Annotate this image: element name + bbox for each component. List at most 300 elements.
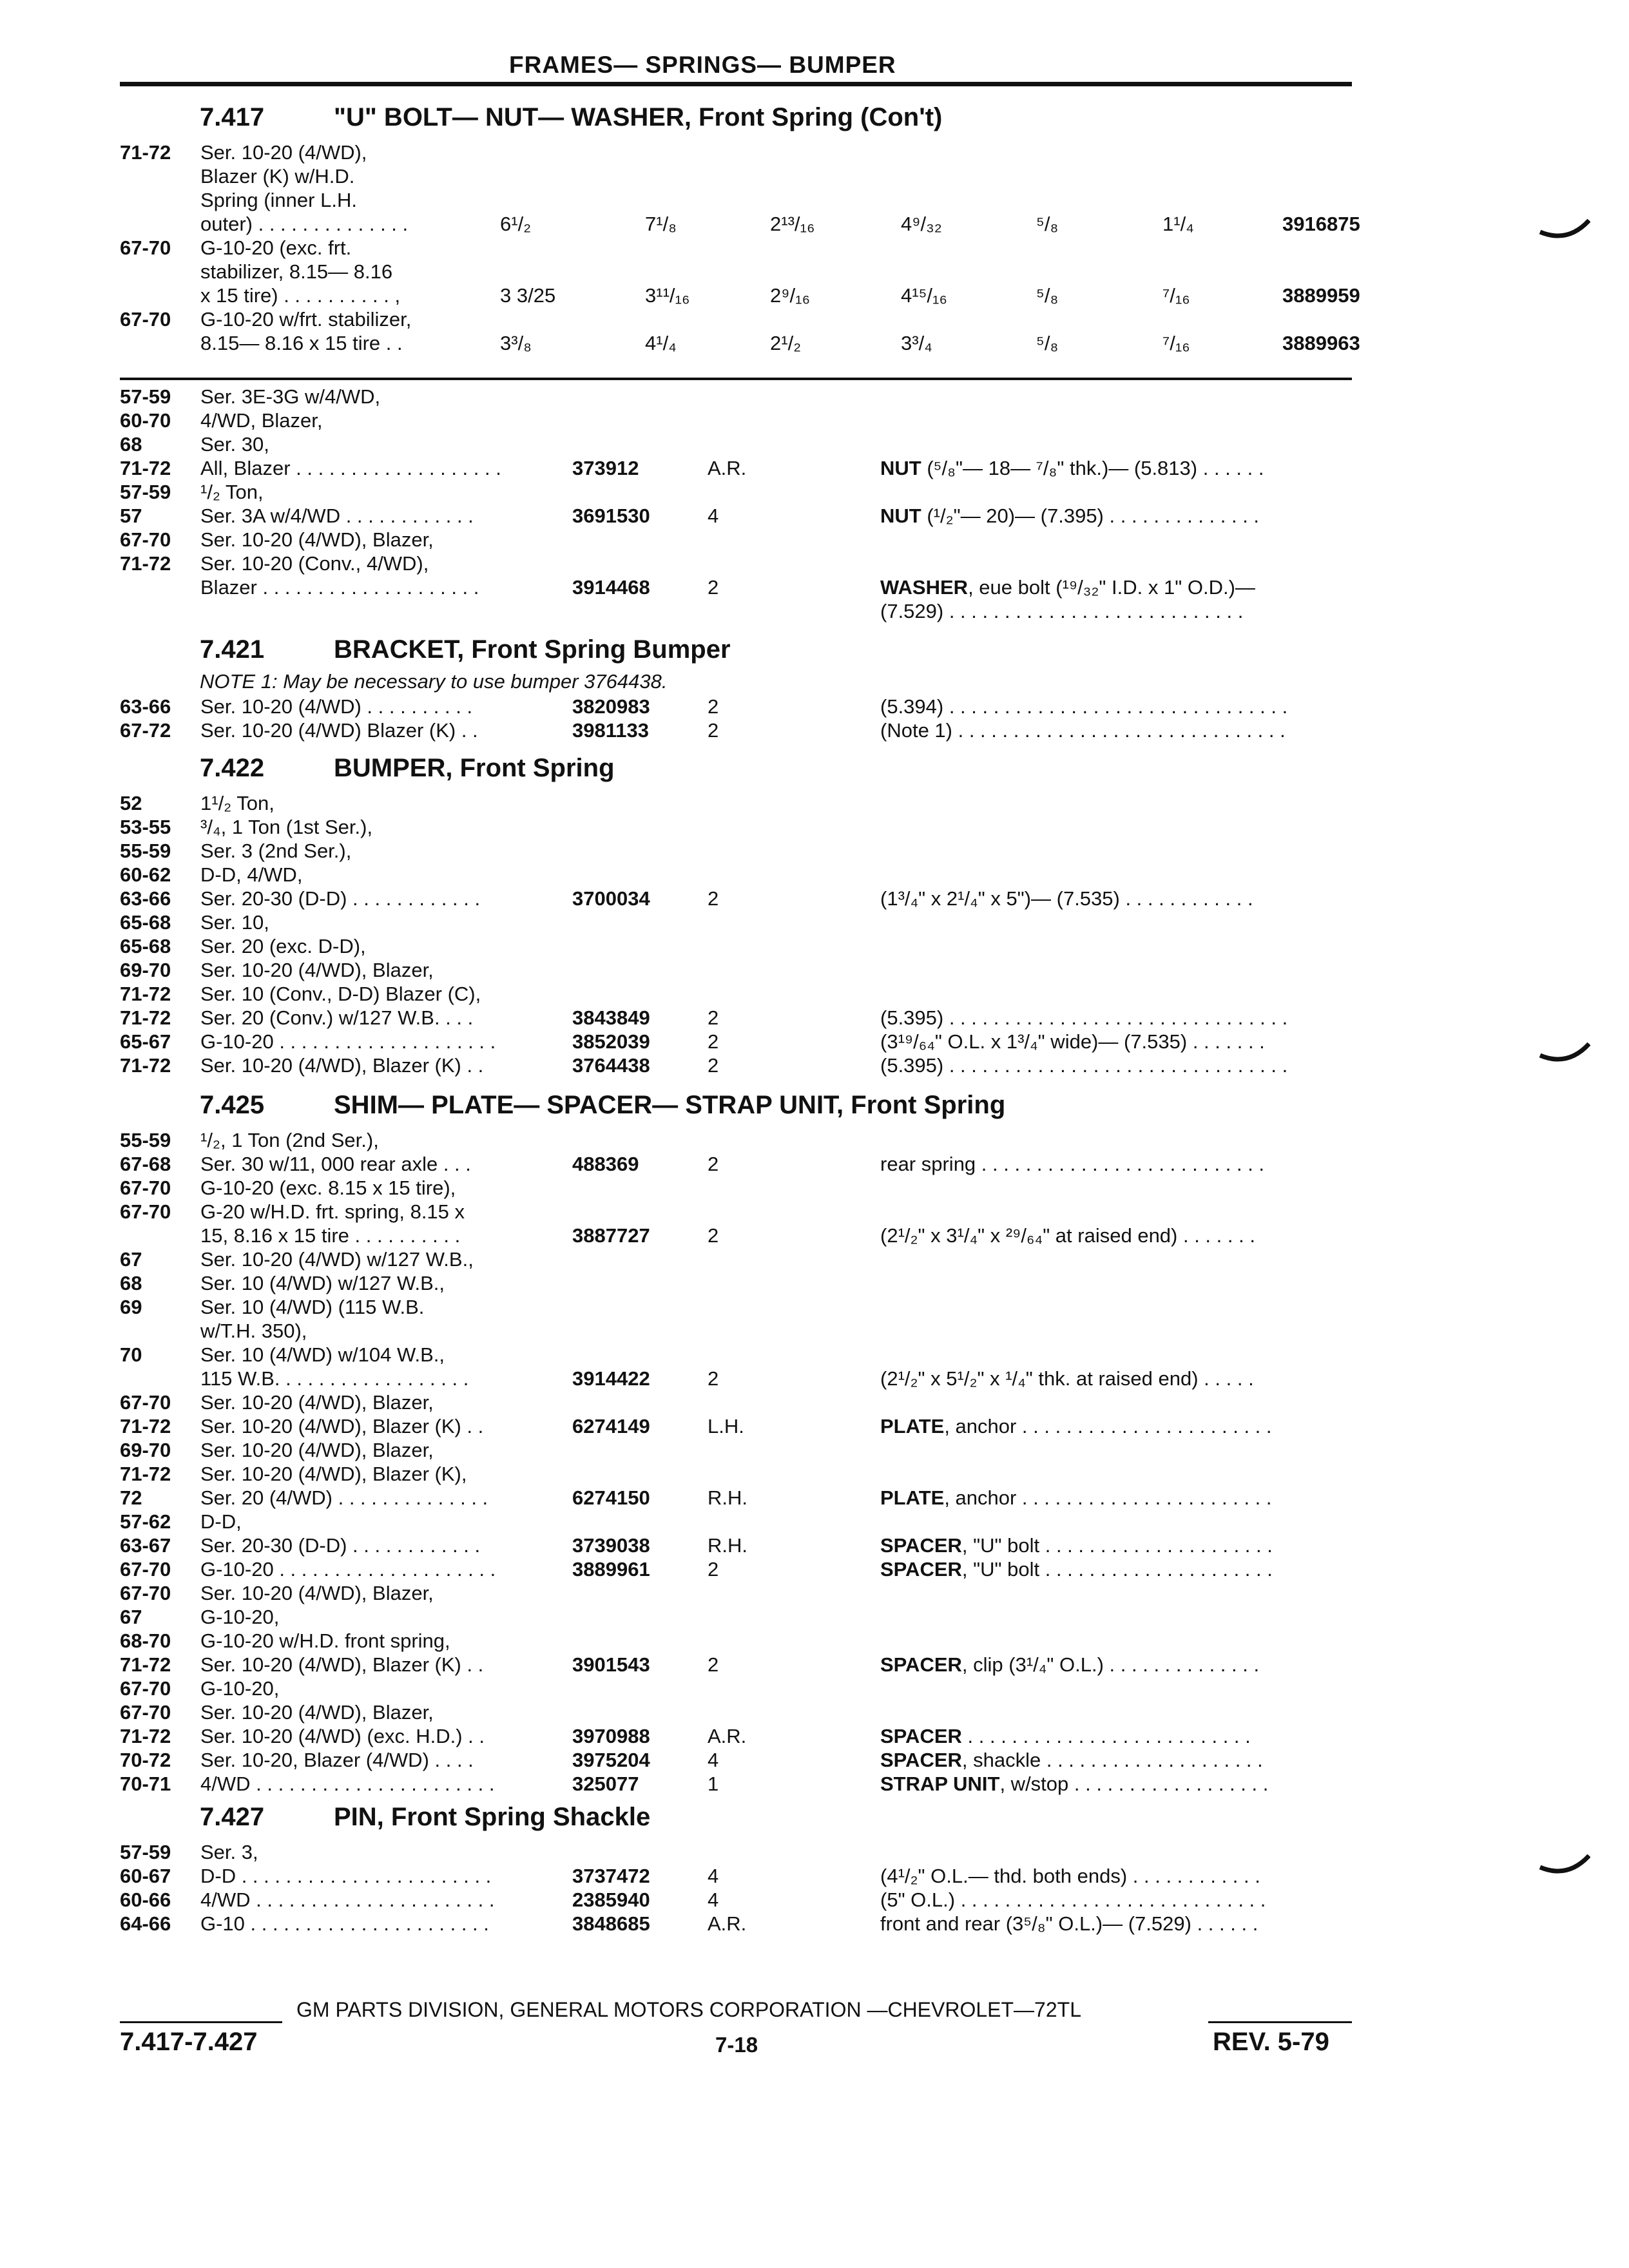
model-years: 60-62 <box>120 863 171 886</box>
model-years: 55-59 <box>120 840 171 862</box>
application-description: Blazer (K) w/H.D. <box>200 165 355 187</box>
section-title-7427 <box>200 1803 650 1832</box>
part-number: 3914468 <box>572 576 650 599</box>
part-name: SPACER <box>880 1725 962 1747</box>
table-row <box>120 1605 1352 1629</box>
application-description: Ser. 20 (Conv.) w/127 W.B. . . . <box>200 1006 474 1029</box>
application-description: 4/WD . . . . . . . . . . . . . . . . . . . . . . <box>200 1888 495 1911</box>
dimension-value: ⁵/₈ <box>1036 284 1059 307</box>
table-row <box>120 408 1352 432</box>
quantity: 2 <box>708 1224 719 1247</box>
part-number: 3889961 <box>572 1558 650 1581</box>
table-row <box>120 1840 1352 1864</box>
part-spec: rear spring . . . . . . . . . . . . . . . . . . . . . . . . . . <box>880 1153 1265 1175</box>
application-description: Spring (inner L.H. <box>200 189 357 211</box>
part-number: 3889959 <box>1282 284 1360 307</box>
table-row <box>120 1414 1352 1438</box>
dimension-value: 2¹/₂ <box>770 332 802 354</box>
part-spec: front and rear (3⁵/₈" O.L.)— (7.529) . . . . . . <box>880 1912 1258 1935</box>
table-row <box>120 1912 1352 1936</box>
part-description <box>880 1653 1259 1677</box>
part-spec: , anchor . . . . . . . . . . . . . . . . . . . . . . . <box>944 1486 1272 1509</box>
application-description: Ser. 10-20 (4/WD), Blazer (K) . . <box>200 1415 484 1437</box>
binder-hole-mark <box>1539 1043 1590 1068</box>
table-row <box>120 1486 1352 1510</box>
model-years: 71-72 <box>120 552 171 575</box>
application-description: Ser. 10-20 (4/WD), Blazer, <box>200 1582 434 1604</box>
table-row <box>120 552 1352 575</box>
part-name: STRAP UNIT <box>880 1773 1000 1795</box>
model-years: 67-72 <box>120 719 171 742</box>
part-description <box>880 718 1286 742</box>
part-number: 373912 <box>572 457 639 479</box>
table-row <box>120 307 1352 331</box>
part-description <box>880 1053 1287 1077</box>
quantity: 2 <box>708 576 719 599</box>
dimension-value: ⁵/₈ <box>1036 332 1059 354</box>
application-description: 1¹/₂ Ton, <box>200 792 275 814</box>
application-description: G-10-20, <box>200 1677 280 1700</box>
dimension-value: 7¹/₈ <box>645 213 677 235</box>
dimension-value: 6¹/₂ <box>500 213 532 235</box>
part-spec: (5.394) . . . . . . . . . . . . . . . . . . . . . . . . . . . . . . . <box>880 695 1288 718</box>
part-spec: (1³/₄" x 2¹/₄" x 5")— (7.535) . . . . . . . . . . . . <box>880 887 1253 910</box>
part-description <box>880 1486 1272 1510</box>
dimension-value: 2¹³/₁₆ <box>770 213 815 235</box>
application-description: Ser. 20-30 (D-D) . . . . . . . . . . . . <box>200 1534 481 1557</box>
section-divider-rule <box>120 378 1352 380</box>
quantity: 2 <box>708 1054 719 1077</box>
table-row <box>120 695 1352 718</box>
model-years: 64-66 <box>120 1912 171 1935</box>
part-number: 3737472 <box>572 1865 650 1887</box>
table-row <box>120 1319 1352 1343</box>
table-row <box>120 236 1352 260</box>
part-spec: (Note 1) . . . . . . . . . . . . . . . . . . . . . . . . . . . . . . <box>880 719 1286 742</box>
model-years: 67-70 <box>120 1391 171 1414</box>
section-heading: BRACKET, Front Spring Bumper <box>334 635 731 664</box>
part-description <box>880 695 1287 718</box>
model-years: 60-66 <box>120 1888 171 1911</box>
model-years: 52 <box>120 792 142 814</box>
application-description: G-10-20 . . . . . . . . . . . . . . . . . . . . <box>200 1558 496 1581</box>
part-description <box>880 1030 1265 1053</box>
table-row <box>120 599 1352 623</box>
section-number: 7.422 <box>200 754 265 782</box>
part-number: 3916875 <box>1282 213 1360 235</box>
part-number: 3975204 <box>572 1749 650 1771</box>
quantity: 2 <box>708 1030 719 1053</box>
application-description: G-10-20, <box>200 1606 280 1628</box>
part-spec: , clip (3¹/₄" O.L.) . . . . . . . . . . . . . . <box>961 1653 1260 1676</box>
part-spec: (⁵/₈"— 18— ⁷/₈" thk.)— (5.813) . . . . . . <box>921 457 1264 479</box>
model-years: 71-72 <box>120 983 171 1005</box>
part-spec: (4¹/₂" O.L.— thd. both ends) . . . . . . . . . . . . <box>880 1865 1260 1887</box>
application-description: Ser. 10-20 (4/WD) (exc. H.D.) . . <box>200 1725 485 1747</box>
application-description: ¹/₂, 1 Ton (2nd Ser.), <box>200 1129 379 1151</box>
table-row <box>120 1653 1352 1677</box>
model-years: 65-67 <box>120 1030 171 1053</box>
page-title: FRAMES— SPRINGS— BUMPER <box>509 52 896 78</box>
table-row <box>120 910 1352 934</box>
application-description: Blazer . . . . . . . . . . . . . . . . . . . . <box>200 576 479 599</box>
part-description <box>880 1888 1266 1912</box>
dimension-value: 4⁹/₃₂ <box>901 213 942 235</box>
model-years: 71-72 <box>120 1653 171 1676</box>
application-description: Ser. 3A w/4/WD . . . . . . . . . . . . <box>200 505 474 527</box>
application-description: outer) . . . . . . . . . . . . . . <box>200 213 409 235</box>
table-row <box>120 1462 1352 1486</box>
table-row <box>120 1581 1352 1605</box>
application-description: ¹/₂ Ton, <box>200 481 264 503</box>
header-rule <box>120 82 1352 86</box>
part-spec: (7.529) . . . . . . . . . . . . . . . . . . . . . . . . . . . <box>880 600 1244 622</box>
model-years: 70-72 <box>120 1749 171 1771</box>
application-description: G-10-20 w/H.D. front spring, <box>200 1629 450 1652</box>
table-row <box>120 188 1352 212</box>
application-description: Ser. 30, <box>200 433 269 456</box>
application-description: Ser. 10-20 (4/WD), Blazer, <box>200 1391 434 1414</box>
model-years: 71-72 <box>120 141 171 164</box>
quantity: 1 <box>708 1773 719 1795</box>
table-row <box>120 164 1352 188</box>
dimension-value: 2⁹/₁₆ <box>770 284 811 307</box>
table-row <box>120 1030 1352 1053</box>
part-name: SPACER <box>880 1534 962 1557</box>
part-spec: , eue bolt (¹⁹/₃₂" I.D. x 1" O.D.)— <box>968 576 1255 599</box>
table-row <box>120 1367 1352 1390</box>
section-heading: "U" BOLT— NUT— WASHER, Front Spring (Con't) <box>334 103 943 131</box>
model-years: 57 <box>120 505 142 527</box>
model-years: 67-70 <box>120 308 171 331</box>
part-spec: , "U" bolt . . . . . . . . . . . . . . . . . . . . . <box>961 1534 1273 1557</box>
table-row <box>120 1200 1352 1224</box>
part-spec: , "U" bolt . . . . . . . . . . . . . . . . . . . . . <box>961 1558 1273 1581</box>
table-row <box>120 1152 1352 1176</box>
table-row <box>120 1224 1352 1247</box>
part-number: 3843849 <box>572 1006 650 1029</box>
model-years: 67-70 <box>120 1582 171 1604</box>
part-description <box>880 1414 1272 1438</box>
model-years: 71-72 <box>120 1006 171 1029</box>
table-row <box>120 331 1360 355</box>
table-row <box>120 958 1352 982</box>
part-number: 3848685 <box>572 1912 650 1935</box>
part-spec: , shackle . . . . . . . . . . . . . . . . . . . . <box>961 1749 1263 1771</box>
part-number: 3852039 <box>572 1030 650 1053</box>
footer-item-range: 7.417-7.427 <box>120 2028 258 2056</box>
application-description: G-10 . . . . . . . . . . . . . . . . . . . . . . <box>200 1912 489 1935</box>
binder-hole-mark <box>1539 1854 1590 1880</box>
application-description: D-D . . . . . . . . . . . . . . . . . . . . . . . <box>200 1865 492 1887</box>
part-spec: (5" O.L.) . . . . . . . . . . . . . . . . . . . . . . . . . . . . <box>880 1888 1266 1911</box>
part-spec: . . . . . . . . . . . . . . . . . . . . . . . . . . <box>961 1725 1251 1747</box>
application-description: D-D, 4/WD, <box>200 863 303 886</box>
application-description: Ser. 10-20 (4/WD) w/127 W.B., <box>200 1248 474 1271</box>
model-years: 65-68 <box>120 911 171 934</box>
quantity: R.H. <box>708 1534 747 1557</box>
table-row <box>120 1772 1352 1796</box>
quantity: 4 <box>708 1749 719 1771</box>
part-description <box>880 456 1264 480</box>
part-number: 2385940 <box>572 1888 650 1911</box>
model-years: 68 <box>120 433 142 456</box>
part-spec: , anchor . . . . . . . . . . . . . . . . . . . . . . . <box>944 1415 1272 1437</box>
table-row <box>120 1864 1352 1888</box>
section-title-7422 <box>200 754 615 783</box>
table-row <box>120 1343 1352 1367</box>
quantity: A.R. <box>708 1725 747 1747</box>
section-number: 7.427 <box>200 1803 265 1831</box>
dimension-value: 3 3/25 <box>500 284 556 307</box>
application-description: Ser. 10-20 (4/WD), Blazer, <box>200 959 434 981</box>
model-years: 67-70 <box>120 528 171 551</box>
quantity: 2 <box>708 887 719 910</box>
footer-page-number: 7-18 <box>715 2033 758 2057</box>
model-years: 67 <box>120 1248 142 1271</box>
model-years: 57-59 <box>120 385 171 408</box>
table-row <box>120 1724 1352 1748</box>
dimension-value: ⁷/₁₆ <box>1162 332 1190 354</box>
part-number: 488369 <box>572 1153 639 1175</box>
dimension-value: 1¹/₄ <box>1162 213 1194 235</box>
table-row <box>120 1176 1352 1200</box>
table-row <box>120 887 1352 910</box>
table-row <box>120 1390 1352 1414</box>
application-description: Ser. 10-20 (4/WD), <box>200 141 367 164</box>
model-years: 57-59 <box>120 481 171 503</box>
model-years: 67-70 <box>120 1200 171 1223</box>
section-heading: BUMPER, Front Spring <box>334 754 615 782</box>
application-description: Ser. 3, <box>200 1841 258 1863</box>
application-description: Ser. 10-20 (Conv., 4/WD), <box>200 552 429 575</box>
dimension-value: 4¹⁵/₁₆ <box>901 284 947 307</box>
table-row <box>120 504 1352 528</box>
part-number: 3700034 <box>572 887 650 910</box>
application-description: Ser. 10, <box>200 911 269 934</box>
table-row <box>120 1533 1352 1557</box>
model-years: 63-67 <box>120 1534 171 1557</box>
table-row <box>120 934 1352 958</box>
part-description <box>880 1912 1258 1936</box>
table-row <box>120 385 1352 408</box>
dimension-value: 3³/₄ <box>901 332 932 354</box>
model-years: 67 <box>120 1606 142 1628</box>
application-description: w/T.H. 350), <box>200 1320 307 1342</box>
part-number: 3887727 <box>572 1224 650 1247</box>
application-description: Ser. 3E-3G w/4/WD, <box>200 385 381 408</box>
model-years: 55-59 <box>120 1129 171 1151</box>
application-description: x 15 tire) . . . . . . . . . . , <box>200 284 401 307</box>
dimension-value: 3³/₈ <box>500 332 532 354</box>
quantity: L.H. <box>708 1415 744 1437</box>
application-description: 115 W.B. . . . . . . . . . . . . . . . . . <box>200 1367 469 1390</box>
part-description <box>880 1772 1268 1796</box>
part-name: PLATE <box>880 1486 945 1509</box>
part-number: 6274150 <box>572 1486 650 1509</box>
model-years: 63-66 <box>120 887 171 910</box>
part-description <box>880 1006 1287 1030</box>
model-years: 57-59 <box>120 1841 171 1863</box>
quantity: 2 <box>708 1153 719 1175</box>
section-number: 7.421 <box>200 635 265 664</box>
part-number: 3970988 <box>572 1725 650 1747</box>
part-number: 3914422 <box>572 1367 650 1390</box>
application-description: Ser. 10-20 (4/WD) . . . . . . . . . . <box>200 695 473 718</box>
part-number: 325077 <box>572 1773 639 1795</box>
part-description <box>880 1367 1254 1390</box>
model-years: 69-70 <box>120 1439 171 1461</box>
table-row <box>120 718 1352 742</box>
table-row <box>120 791 1352 815</box>
part-description <box>880 1724 1251 1748</box>
table-row <box>120 1700 1352 1724</box>
table-row <box>120 1128 1352 1152</box>
part-name: NUT <box>880 457 921 479</box>
part-description <box>880 1557 1273 1581</box>
section-title-7421 <box>200 635 731 664</box>
model-years: 68 <box>120 1272 142 1294</box>
application-description: Ser. 10-20 (4/WD) Blazer (K) . . <box>200 719 478 742</box>
model-years: 63-66 <box>120 695 171 718</box>
application-description: Ser. 10-20 (4/WD), Blazer (K), <box>200 1463 467 1485</box>
footer-rule <box>1208 2021 1352 2023</box>
model-years: 67-70 <box>120 236 171 259</box>
section-heading: PIN, Front Spring Shackle <box>334 1803 651 1831</box>
quantity: 2 <box>708 1558 719 1581</box>
application-description: 15, 8.16 x 15 tire . . . . . . . . . . <box>200 1224 461 1247</box>
model-years: 57-62 <box>120 1510 171 1533</box>
model-years: 69 <box>120 1296 142 1318</box>
table-row <box>120 839 1352 863</box>
table-row <box>120 1271 1352 1295</box>
section-title-7417 <box>200 103 942 132</box>
model-years: 65-68 <box>120 935 171 957</box>
application-description: G-10-20 (exc. 8.15 x 15 tire), <box>200 1177 456 1199</box>
part-name: NUT <box>880 505 921 527</box>
quantity: 4 <box>708 1865 719 1887</box>
application-description: Ser. 10-20 (4/WD), Blazer, <box>200 1701 434 1724</box>
application-description: Ser. 20 (exc. D-D), <box>200 935 366 957</box>
application-description: G-20 w/H.D. frt. spring, 8.15 x <box>200 1200 465 1223</box>
part-number: 3691530 <box>572 505 650 527</box>
quantity: 2 <box>708 1367 719 1390</box>
model-years: 67-70 <box>120 1558 171 1581</box>
footer-revision: REV. 5-79 <box>1213 2028 1329 2056</box>
part-description <box>880 1864 1260 1888</box>
application-description: Ser. 10-20 (4/WD), Blazer, <box>200 1439 434 1461</box>
model-years: 70-71 <box>120 1773 171 1795</box>
part-spec: (2¹/₂" x 5¹/₂" x ¹/₄" thk. at raised end) . . . . . <box>880 1367 1254 1390</box>
part-number: 3901543 <box>572 1653 650 1676</box>
model-years: 71-72 <box>120 457 171 479</box>
application-description: Ser. 30 w/11, 000 rear axle . . . <box>200 1153 471 1175</box>
model-years: 71-72 <box>120 1054 171 1077</box>
application-description: 8.15— 8.16 x 15 tire . . <box>200 332 403 354</box>
model-years: 71-72 <box>120 1463 171 1485</box>
part-description <box>880 1533 1273 1557</box>
part-name: WASHER <box>880 576 969 599</box>
table-row <box>120 575 1352 599</box>
part-name: SPACER <box>880 1558 962 1581</box>
table-row <box>120 1053 1352 1077</box>
footer-publisher: GM PARTS DIVISION, GENERAL MOTORS CORPORATION —CHEVROLET—72TL <box>296 1998 1081 2021</box>
application-description: All, Blazer . . . . . . . . . . . . . . . . . . . <box>200 457 501 479</box>
application-description: 4/WD, Blazer, <box>200 409 323 432</box>
application-description: Ser. 10 (Conv., D-D) Blazer (C), <box>200 983 481 1005</box>
model-years: 67-70 <box>120 1677 171 1700</box>
table-row <box>120 284 1360 307</box>
application-description: D-D, <box>200 1510 242 1533</box>
section-note: NOTE 1: May be necessary to use bumper 3764438. <box>200 670 668 693</box>
part-description <box>880 1152 1264 1176</box>
part-description <box>880 887 1253 910</box>
quantity: 2 <box>708 719 719 742</box>
section-number: 7.425 <box>200 1091 265 1119</box>
model-years: 71-72 <box>120 1415 171 1437</box>
part-description <box>880 1224 1255 1247</box>
table-row <box>120 456 1352 480</box>
application-description: Ser. 10-20 (4/WD), Blazer, <box>200 528 434 551</box>
part-spec: , w/stop . . . . . . . . . . . . . . . . . . <box>999 1773 1269 1795</box>
table-row <box>120 212 1360 236</box>
part-number: 3820983 <box>572 695 650 718</box>
application-description: G-10-20 . . . . . . . . . . . . . . . . . . . . <box>200 1030 496 1053</box>
part-spec: (5.395) . . . . . . . . . . . . . . . . . . . . . . . . . . . . . . . <box>880 1006 1288 1029</box>
model-years: 60-70 <box>120 409 171 432</box>
application-description: Ser. 10 (4/WD) w/127 W.B., <box>200 1272 445 1294</box>
model-years: 67-70 <box>120 1177 171 1199</box>
model-years: 69-70 <box>120 959 171 981</box>
application-description: G-10-20 w/frt. stabilizer, <box>200 308 412 331</box>
table-row <box>120 815 1352 839</box>
table-row <box>120 1748 1352 1772</box>
model-years: 53-55 <box>120 816 171 838</box>
quantity: 2 <box>708 695 719 718</box>
table-row <box>120 1295 1352 1319</box>
table-row <box>120 1438 1352 1462</box>
quantity: 4 <box>708 1888 719 1911</box>
quantity: 4 <box>708 505 719 527</box>
quantity: A.R. <box>708 457 747 479</box>
quantity: 2 <box>708 1006 719 1029</box>
part-number: 3764438 <box>572 1054 650 1077</box>
part-description <box>880 575 1255 599</box>
application-description: Ser. 20 (4/WD) . . . . . . . . . . . . . . <box>200 1486 488 1509</box>
part-number: 3981133 <box>572 719 649 742</box>
model-years: 67-70 <box>120 1701 171 1724</box>
section-title-7425 <box>200 1091 1005 1120</box>
table-row <box>120 1629 1352 1653</box>
application-description: stabilizer, 8.15— 8.16 <box>200 260 393 283</box>
table-row <box>120 432 1352 456</box>
part-spec: (5.395) . . . . . . . . . . . . . . . . . . . . . . . . . . . . . . . <box>880 1054 1288 1077</box>
part-spec: (2¹/₂" x 3¹/₄" x ²⁹/₆₄" at raised end) . . . . . . . <box>880 1224 1255 1247</box>
part-number: 3889963 <box>1282 332 1360 354</box>
part-spec: (¹/₂"— 20)— (7.395) . . . . . . . . . . . . . . <box>921 505 1260 527</box>
table-row <box>120 140 1352 164</box>
dimension-value: 4¹/₄ <box>645 332 677 354</box>
footer-rule <box>120 2021 282 2023</box>
application-description: G-10-20 (exc. frt. <box>200 236 352 259</box>
part-name: SPACER <box>880 1653 962 1676</box>
section-heading: SHIM— PLATE— SPACER— STRAP UNIT, Front Spring <box>334 1091 1006 1119</box>
application-description: 4/WD . . . . . . . . . . . . . . . . . . . . . . <box>200 1773 495 1795</box>
part-number: 3739038 <box>572 1534 650 1557</box>
part-name: PLATE <box>880 1415 945 1437</box>
table-row <box>120 1557 1352 1581</box>
quantity: 2 <box>708 1653 719 1676</box>
